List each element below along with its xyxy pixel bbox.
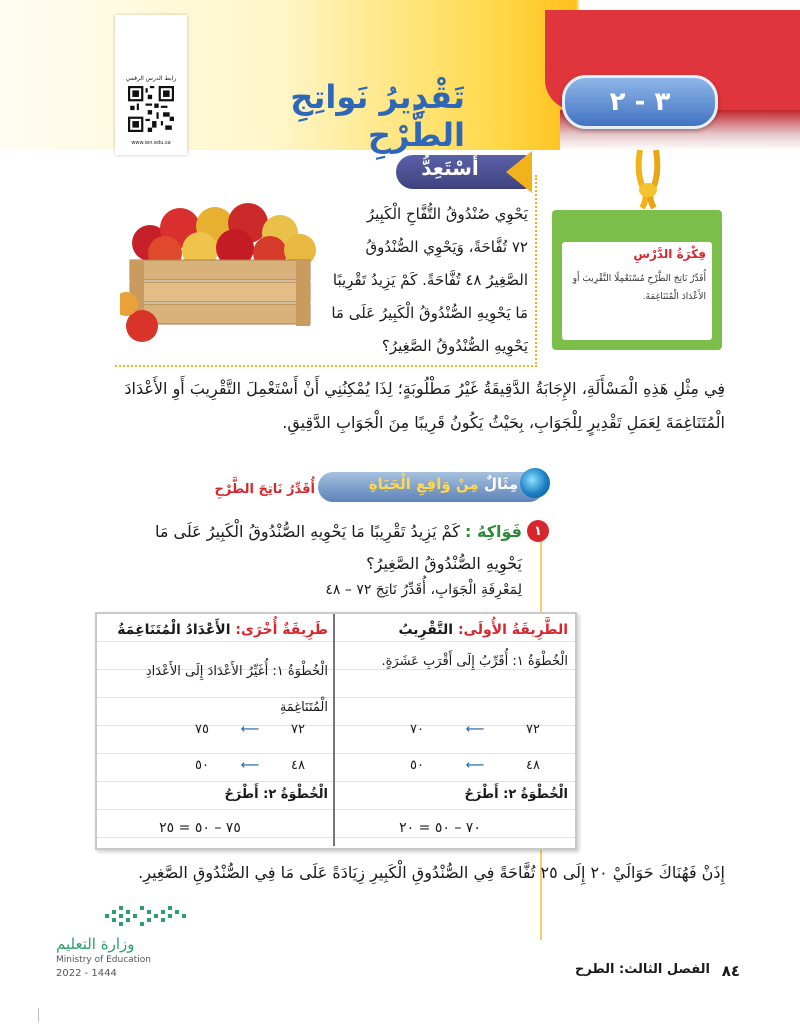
qr-code-icon[interactable]: [128, 86, 174, 132]
method1-row2-to: ٥٠: [410, 758, 424, 773]
example-label: [322, 475, 518, 493]
method1-row1-to: ٧٠: [410, 722, 424, 737]
method1-title: [340, 622, 568, 638]
question-number: ١: [527, 520, 549, 542]
method1-row2: [370, 758, 540, 773]
ministry-logo-icon: [100, 900, 190, 932]
know-line: لِمَعْرِفَةِ الْجَوَابِ، أُقَدِّرُ نَاتِجَ ٧٢ – ٤٨: [325, 582, 522, 598]
problem-line: يَحْوِي صُنْدُوقُ التُّفَّاحِ الْكَبِيرُ: [366, 205, 528, 223]
method2-row1: [195, 722, 305, 737]
method1-label: الطَّرِيقَةُ الأُولَى:: [457, 622, 568, 638]
example-label-prefix: مِثَالٌ: [483, 475, 518, 493]
table-divider: [333, 614, 335, 846]
lesson-idea-title: فِكْرَةُ الدَّرْسِ: [633, 247, 706, 261]
method2-step2: الْخُطْوَةُ ٢: أَطْرَحُ: [224, 787, 328, 802]
arrow-icon: ⟵: [465, 758, 485, 773]
edition-years: 2022 - 1444: [56, 968, 117, 979]
page-number: ٨٤: [721, 962, 740, 980]
example-subtitle: أُقَدِّرُ نَاتِجَ الطَّرْحِ: [214, 482, 315, 497]
method1-step1: الْخُطْوَةُ ١: أُقَرِّبُ إِلَى أَقْرَبِ عَشَرَةٍ.: [381, 654, 568, 669]
problem-line: الصَّغِيرُ ٤٨ تُفَّاحَةً. كَمْ يَزِيدُ تَقْرِيبًا: [332, 271, 528, 289]
method2-label: طَرِيقَةٌ أُخْرَى:: [235, 622, 328, 638]
method2-result: ٧٥ – ٥٠ = ٢٥: [159, 820, 241, 836]
qr-url: www.ien.edu.sa: [131, 140, 171, 146]
method1-row1-from: ٧٢: [526, 722, 540, 737]
explanation-paragraph: فِي مِثْلِ هَذِهِ الْمَسْأَلَةِ، الإِجَابَةُ الدَّقِيقَةُ غَيْرُ مَطْلُوبَةٍ؛ لِذَا يُمْكِنُنِي أَنْ أَسْتَعْمِلَ التَّقْرِيبَ أَوِ الأَعْدَادَ الْمُتَنَاغِمَةَ لِعَمَلِ تَقْدِيرٍ لِلْجَوَابِ، بِحَيْثُ يَكُونُ قَرِيبًا مِنَ الْجَوَابِ الدَّقِيقِ.: [124, 379, 725, 432]
crop-mark: [38, 1008, 39, 1022]
ministry-name-ar: وزارة التعليم: [56, 935, 135, 953]
method1-row1: [370, 722, 540, 737]
ministry-name-en: Ministry of Education: [56, 955, 151, 965]
arrow-icon: ⟵: [465, 722, 485, 737]
conclusion: إِذَنْ فَهُنَاكَ حَوَالَيْ ٢٠ إِلَى ٢٥ تُفَّاحَةً فِي الصُّنْدُوقِ الْكَبِيرِ زِيَادَةً عَلَى مَا فِي الصُّنْدُوقِ الصَّغِيرِ.: [138, 863, 725, 882]
problem-line: يَحْوِيهِ الصُّنْدُوقُ الصَّغِيرُ؟: [381, 337, 528, 355]
question-text: كَمْ يَزِيدُ تَقْرِيبًا مَا يَحْوِيهِ الصُّنْدُوقُ الْكَبِيرُ عَلَى مَا يَحْوِيهِ الصُّنْدُوقُ الصَّغِيرُ؟: [154, 522, 522, 573]
qr-label: رابط الدرس الرقمي: [125, 75, 177, 82]
method2-step1: الْخُطْوَةُ ١: أُغَيِّرُ الأَعْدَادَ إِلَى الأَعْدَادِ الْمُتَنَاغِمَةِ: [145, 664, 328, 715]
method1-name: التَّقْرِيبُ: [398, 622, 454, 638]
problem-line: ٧٢ تُفَّاحَةً، وَيَحْوِي الصُّنْدُوقُ: [365, 238, 528, 256]
lesson-number-badge: ٣ - ٢: [562, 75, 718, 129]
lesson-idea-text: أُقَدِّرُ نَاتِجَ الطَّرْحِ مُسْتَعْمِلًا التَّقْرِيبَ أَوِ الأَعْدَادَ الْمُتَنَاغِمَةَ.: [572, 274, 706, 302]
method2-row2-from: ٤٨: [291, 758, 305, 773]
example-label-rest: مِنْ وَاقِعِ الْحَيَاةِ: [368, 475, 479, 493]
globe-icon: [520, 468, 550, 498]
method1-step2: الْخُطْوَةُ ٢: أَطْرَحُ: [464, 787, 568, 802]
method2-title: [100, 622, 328, 638]
chapter-title: الفصل الثالث: الطرح: [575, 962, 710, 977]
lesson-title: تَقْدِيرُ نَواتِجِ الطَّرْحِ: [290, 78, 465, 154]
apple-crate-image: [120, 198, 320, 348]
qr-card[interactable]: [115, 15, 187, 155]
method2-name: الأَعْدَادُ الْمُتَنَاغِمَةُ: [117, 622, 231, 638]
ready-problem: [300, 198, 528, 363]
ready-heading: أَسْتَعِدُّ: [421, 156, 479, 180]
arrow-icon: ⟵: [240, 722, 260, 737]
method1-result: ٧٠ – ٥٠ = ٢٠: [399, 820, 481, 836]
arrow-icon: ⟵: [240, 758, 260, 773]
method2-row1-to: ٧٥: [195, 722, 209, 737]
ready-arrow-icon: [506, 151, 532, 193]
question-keyword: فَوَاكِهُ :: [465, 522, 522, 541]
example-question: [150, 516, 522, 580]
method2-row2: [195, 758, 305, 773]
method2-row1-from: ٧٢: [291, 722, 305, 737]
problem-line: مَا يَحْوِيهِ الصُّنْدُوقُ الْكَبِيرُ عَلَى مَا: [331, 304, 528, 322]
method1-row2-from: ٤٨: [526, 758, 540, 773]
method2-row2-to: ٥٠: [195, 758, 209, 773]
rope-knot-icon: [628, 150, 668, 210]
